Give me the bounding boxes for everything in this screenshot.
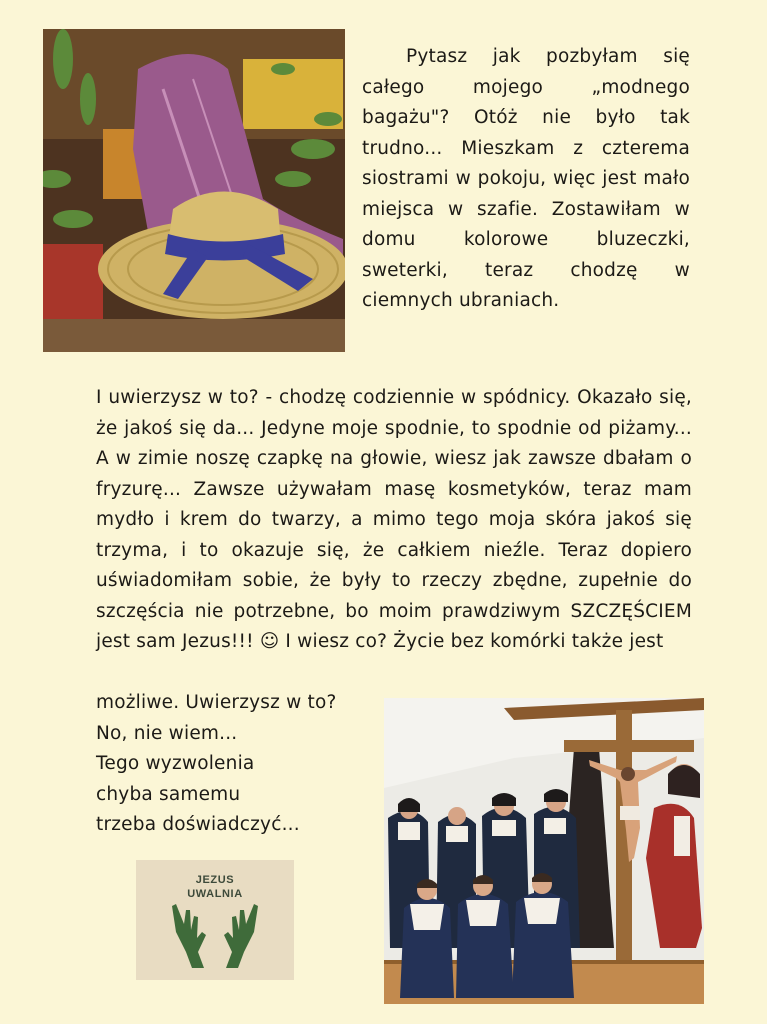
text-line: I uwierzysz w to? - chodzę codziennie w spódnicy.: [96, 387, 571, 408]
main-paragraph: [96, 383, 692, 658]
text-line: były to rzeczy zbędne, zupełnie do szczęścia nie: [96, 570, 692, 622]
text-line: że całkiem nieźle. Teraz dopiero uświadomiłam sobie, że: [96, 539, 692, 591]
closing-paragraph: [96, 688, 386, 841]
text-line: całego mojego „modnego: [362, 76, 690, 98]
text-line: Jezus!!! ☺ I wiesz co? Życie bez komórki także jest: [182, 631, 664, 652]
open-hands-icon: [136, 860, 294, 980]
text-line: No, nie wiem...: [96, 722, 238, 744]
text-line: Pytasz jak pozbyłam się: [406, 46, 690, 67]
text-line: mimo tego moja skóra jakoś się trzyma, i to okazuje się,: [96, 509, 692, 561]
text-line: Tego wyzwolenia: [96, 753, 255, 774]
text-line: wiesz jak zawsze dbałam o fryzurę... Zawsze używałam: [96, 448, 692, 500]
jezus-uwalnia-logo: [136, 860, 294, 980]
text-line: chyba samemu: [96, 783, 241, 805]
text-line: chodzę w ciemnych ubraniach.: [362, 259, 690, 311]
text-line: bagażu"? Otóż nie było tak: [362, 107, 690, 128]
text-line: spodnie od piżamy... A w zimie noszę czapkę na głowie,: [96, 417, 693, 469]
text-line: masę kosmetyków, teraz mam mydło i krem do twarzy, a: [96, 478, 692, 530]
text-line: trzeba doświadczyć...: [96, 814, 300, 835]
straw-hat-illustration: [43, 29, 345, 352]
logo-text-line-1: JEZUS: [195, 874, 235, 886]
photo-straw-hat: [43, 29, 345, 352]
intro-paragraph: [362, 42, 690, 317]
text-line: Okazało się, że jakoś się da... Jedyne moje spodnie, to: [96, 387, 692, 439]
text-line: mało miejsca w szafie.: [362, 168, 690, 220]
logo-text-line-2: UWALNIA: [187, 888, 243, 900]
text-line: bluzeczki, sweterki, teraz: [362, 229, 690, 281]
nuns-illustration: [384, 698, 704, 1004]
text-line: możliwe. Uwierzysz w to?: [96, 692, 337, 713]
text-line: potrzebne, bo moim prawdziwym SZCZĘŚCIEM jest sam: [96, 600, 692, 652]
text-line: Zostawiłam w domu kolorowe: [362, 198, 690, 250]
text-line: siostrami w pokoju, więc jest: [362, 168, 637, 189]
text-line: trudno... Mieszkam z czterema: [362, 137, 690, 159]
photo-nuns-reading: [384, 698, 704, 1004]
